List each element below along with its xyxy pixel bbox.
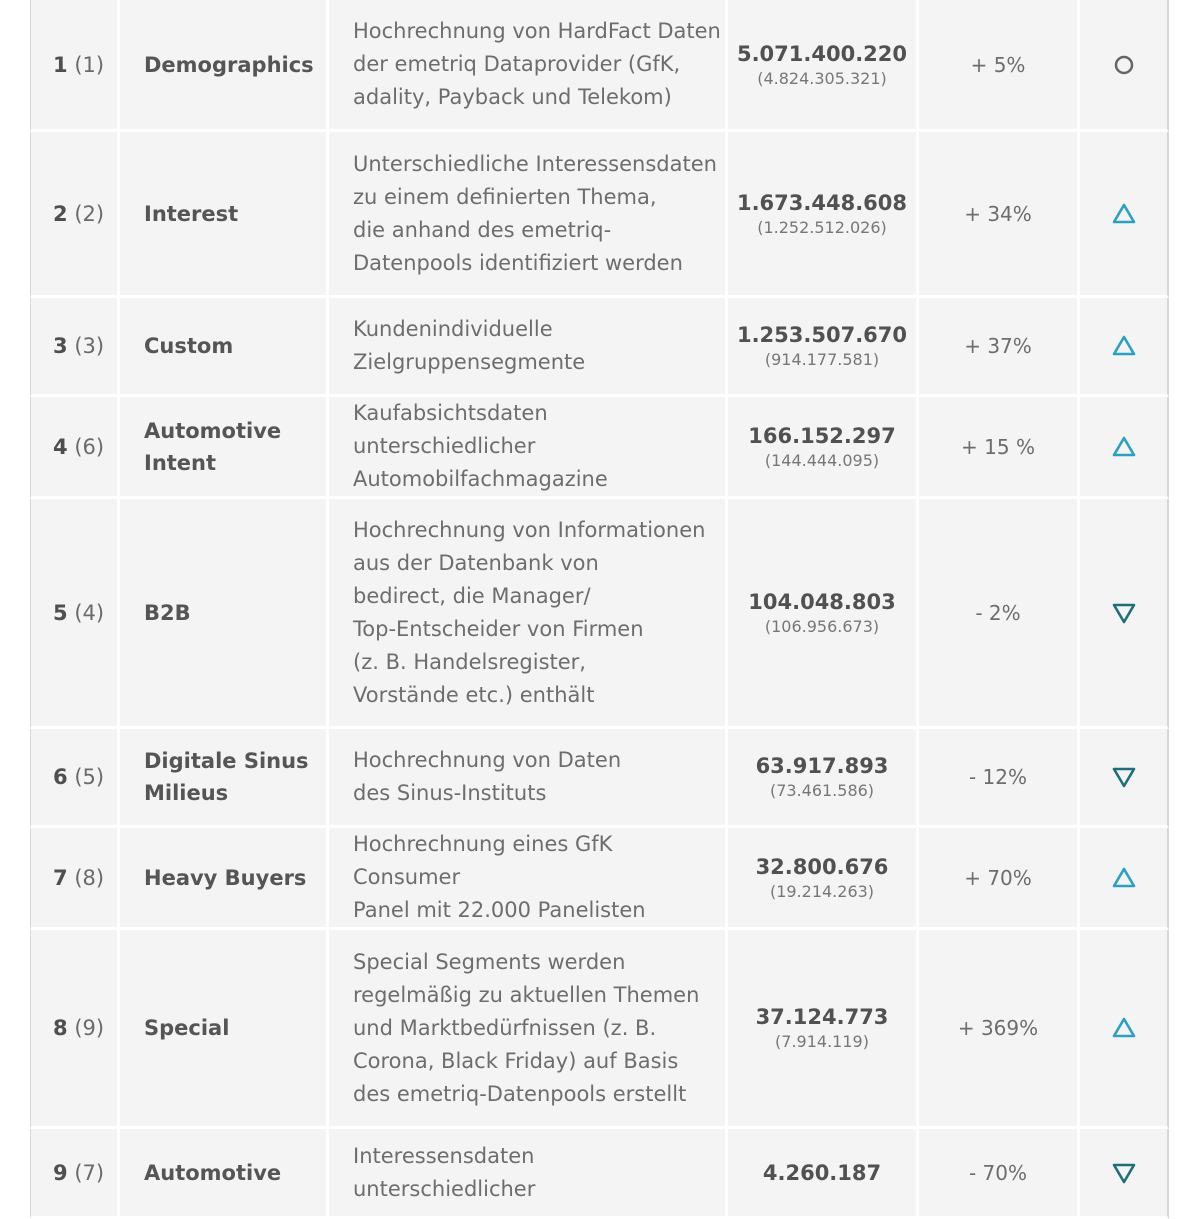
- description-line: aus der Datenbank von: [353, 550, 599, 575]
- volume: 166.152.297: [748, 423, 896, 448]
- trend-cell: [1080, 0, 1169, 132]
- description-cell: [329, 499, 728, 729]
- table-row: [30, 828, 1169, 930]
- change-percent: + 369%: [957, 1016, 1039, 1040]
- description-line: und Marktbedürfnissen (z. B.: [353, 1015, 657, 1040]
- description-cell: [329, 1129, 728, 1219]
- previous-volume: (7.914.119): [775, 1032, 869, 1051]
- description-cell: [329, 132, 728, 298]
- volume: 5.071.400.220: [736, 41, 908, 66]
- rank-cell: [30, 828, 120, 930]
- segment-name-cell: [120, 298, 329, 397]
- description-line: adality, Payback und Telekom): [353, 85, 672, 109]
- description-line: Corona, Black Friday) auf Basis: [353, 1048, 679, 1073]
- description-cell: [329, 729, 728, 828]
- previous-volume: (914.177.581): [764, 350, 880, 369]
- trend-cell: [1080, 499, 1169, 729]
- segment-name-cell: [120, 729, 329, 828]
- description-line: Vorstände etc.) enthält: [353, 682, 595, 707]
- segment-name-cell: [120, 132, 329, 298]
- segment-name-cell: [120, 828, 329, 930]
- change-percent: - 12%: [968, 765, 1028, 789]
- volume: 32.800.676: [755, 854, 889, 879]
- change-cell: [919, 0, 1080, 132]
- previous-rank: (3): [74, 334, 105, 358]
- previous-rank: (9): [74, 1016, 105, 1040]
- description-line: Kundenindividuelle: [353, 317, 553, 341]
- description-line: Datenpools identifiziert werden: [353, 250, 683, 275]
- description-line: bedirect, die Manager/: [353, 583, 591, 608]
- segment-name: Automotive: [144, 418, 282, 443]
- change-cell: [919, 132, 1080, 298]
- triangle-up-icon: [1111, 867, 1137, 886]
- description-line: Hochrechnung von HardFact Daten: [353, 19, 721, 43]
- description-line: Panel mit 22.000 Panelisten: [353, 898, 646, 922]
- previous-volume: (106.956.673): [764, 616, 880, 636]
- triangle-up-icon: [1111, 436, 1137, 455]
- segment-name: Intent: [144, 450, 217, 475]
- previous-volume: (19.214.263): [769, 881, 875, 901]
- rank: 2: [53, 201, 68, 226]
- description-cell: [329, 298, 728, 397]
- description-line: Kaufabsichtsdaten unterschiedlicher: [353, 401, 548, 458]
- table-row: [30, 930, 1169, 1129]
- table-row: [30, 1129, 1169, 1219]
- previous-rank: (1): [74, 52, 105, 77]
- volume: 4.260.187: [762, 1160, 882, 1185]
- segment-name: Automotive: [144, 1160, 282, 1185]
- change-percent: + 15 %: [961, 434, 1035, 459]
- segment-table-body: [30, 0, 1169, 1219]
- triangle-up-icon: [1111, 203, 1137, 222]
- previous-rank: (2): [74, 201, 105, 226]
- description-line: Hochrechnung eines GfK Consumer: [353, 832, 613, 889]
- segment-table-container: [30, 0, 1170, 1219]
- table-row: [30, 298, 1169, 397]
- trend-cell: [1080, 397, 1169, 499]
- change-percent: - 70%: [968, 1160, 1028, 1185]
- volume-cell: [728, 132, 919, 298]
- description-line: Interessensdaten unterschiedlicher: [353, 1143, 536, 1201]
- rank-cell: [30, 397, 120, 499]
- previous-volume: (4.824.305.321): [757, 68, 887, 88]
- change-cell: [919, 1129, 1080, 1219]
- segment-name-cell: [120, 397, 329, 499]
- rank-cell: [30, 729, 120, 828]
- description-line: Automobilfachmagazine: [353, 467, 608, 491]
- change-cell: [919, 397, 1080, 499]
- description-line: der emetriq Dataprovider (GfK,: [353, 52, 681, 76]
- segment-name: Milieus: [144, 781, 229, 805]
- change-cell: [919, 828, 1080, 930]
- volume-cell: [728, 397, 919, 499]
- previous-volume: (144.444.095): [764, 450, 880, 470]
- trend-cell: [1080, 132, 1169, 298]
- trend-cell: [1080, 930, 1169, 1129]
- rank-cell: [30, 132, 120, 298]
- trend-cell: [1080, 298, 1169, 397]
- segment-name-cell: [120, 1129, 329, 1219]
- description-line: des emetriq-Datenpools erstellt: [353, 1081, 687, 1106]
- segment-name-cell: [120, 0, 329, 132]
- description-cell: [329, 397, 728, 499]
- volume-cell: [728, 0, 919, 132]
- table-row: [30, 397, 1169, 499]
- segment-name: Digitale Sinus: [144, 749, 309, 773]
- rank: 8: [53, 1016, 68, 1040]
- rank: 5: [53, 600, 68, 625]
- description-cell: [329, 930, 728, 1129]
- description-line: die anhand des emetriq-: [353, 217, 612, 242]
- change-cell: [919, 298, 1080, 397]
- trend-cell: [1080, 828, 1169, 930]
- description-cell: [329, 0, 728, 132]
- change-percent: + 37%: [964, 334, 1032, 358]
- triangle-up-icon: [1111, 1018, 1137, 1037]
- volume-cell: [728, 930, 919, 1129]
- volume: 104.048.803: [748, 589, 896, 614]
- triangle-down-icon: [1111, 602, 1137, 621]
- volume-cell: [728, 499, 919, 729]
- volume: 1.253.507.670: [736, 323, 908, 347]
- rank-cell: [30, 298, 120, 397]
- segment-table: [30, 0, 1169, 1219]
- volume: 1.673.448.608: [736, 190, 908, 215]
- description-line: Unterschiedliche Interessensdaten: [353, 151, 717, 176]
- change-percent: + 5%: [970, 52, 1026, 77]
- table-row: [30, 729, 1169, 828]
- segment-name: Interest: [144, 201, 239, 226]
- segment-name-cell: [120, 499, 329, 729]
- description-line: des Sinus-Instituts: [353, 781, 547, 805]
- description-line: Top-Entscheider von Firmen: [353, 616, 644, 641]
- description-cell: [329, 828, 728, 930]
- rank-cell: [30, 499, 120, 729]
- table-row: [30, 0, 1169, 132]
- triangle-down-icon: [1111, 1162, 1137, 1181]
- volume-cell: [728, 729, 919, 828]
- previous-rank: (5): [74, 765, 105, 789]
- segment-name: Heavy Buyers: [144, 865, 307, 890]
- rank-cell: [30, 1129, 120, 1219]
- rank: 6: [53, 765, 68, 789]
- previous-rank: (7): [74, 1160, 105, 1185]
- table-row: [30, 499, 1169, 729]
- previous-rank: (8): [74, 865, 105, 890]
- change-cell: [919, 930, 1080, 1129]
- rank: 9: [53, 1160, 68, 1185]
- rank-cell: [30, 930, 120, 1129]
- change-cell: [919, 499, 1080, 729]
- change-percent: + 70%: [964, 865, 1032, 890]
- description-line: Special Segments werden: [353, 949, 626, 974]
- circle-icon: [1112, 54, 1136, 73]
- rank: 7: [53, 865, 68, 890]
- change-percent: + 34%: [964, 201, 1032, 226]
- segment-name: Special: [144, 1016, 230, 1040]
- previous-volume: (73.461.586): [769, 781, 875, 800]
- trend-cell: [1080, 729, 1169, 828]
- previous-rank: (6): [74, 434, 105, 459]
- change-cell: [919, 729, 1080, 828]
- volume: 63.917.893: [755, 754, 889, 778]
- triangle-down-icon: [1111, 767, 1137, 786]
- rank: 3: [53, 334, 68, 358]
- rank: 1: [53, 52, 68, 77]
- description-line: (z. B. Handelsregister,: [353, 649, 586, 674]
- description-line: zu einem definierten Thema,: [353, 184, 657, 209]
- triangle-up-icon: [1111, 336, 1137, 355]
- segment-name-cell: [120, 930, 329, 1129]
- previous-volume: (1.252.512.026): [757, 217, 887, 237]
- volume-cell: [728, 1129, 919, 1219]
- segment-name: Custom: [144, 334, 234, 358]
- description-line: Hochrechnung von Informationen: [353, 517, 706, 542]
- description-line: Hochrechnung von Daten: [353, 748, 622, 772]
- trend-cell: [1080, 1129, 1169, 1219]
- previous-rank: (4): [74, 600, 105, 625]
- rank-cell: [30, 0, 120, 132]
- change-percent: - 2%: [975, 600, 1021, 625]
- rank: 4: [53, 434, 68, 459]
- segment-name: B2B: [144, 600, 191, 625]
- table-row: [30, 132, 1169, 298]
- description-line: regelmäßig zu aktuellen Themen: [353, 982, 700, 1007]
- volume-cell: [728, 828, 919, 930]
- description-line: Zielgruppensegmente: [353, 350, 586, 374]
- volume: 37.124.773: [755, 1005, 889, 1029]
- segment-name: Demographics: [144, 52, 314, 77]
- volume-cell: [728, 298, 919, 397]
